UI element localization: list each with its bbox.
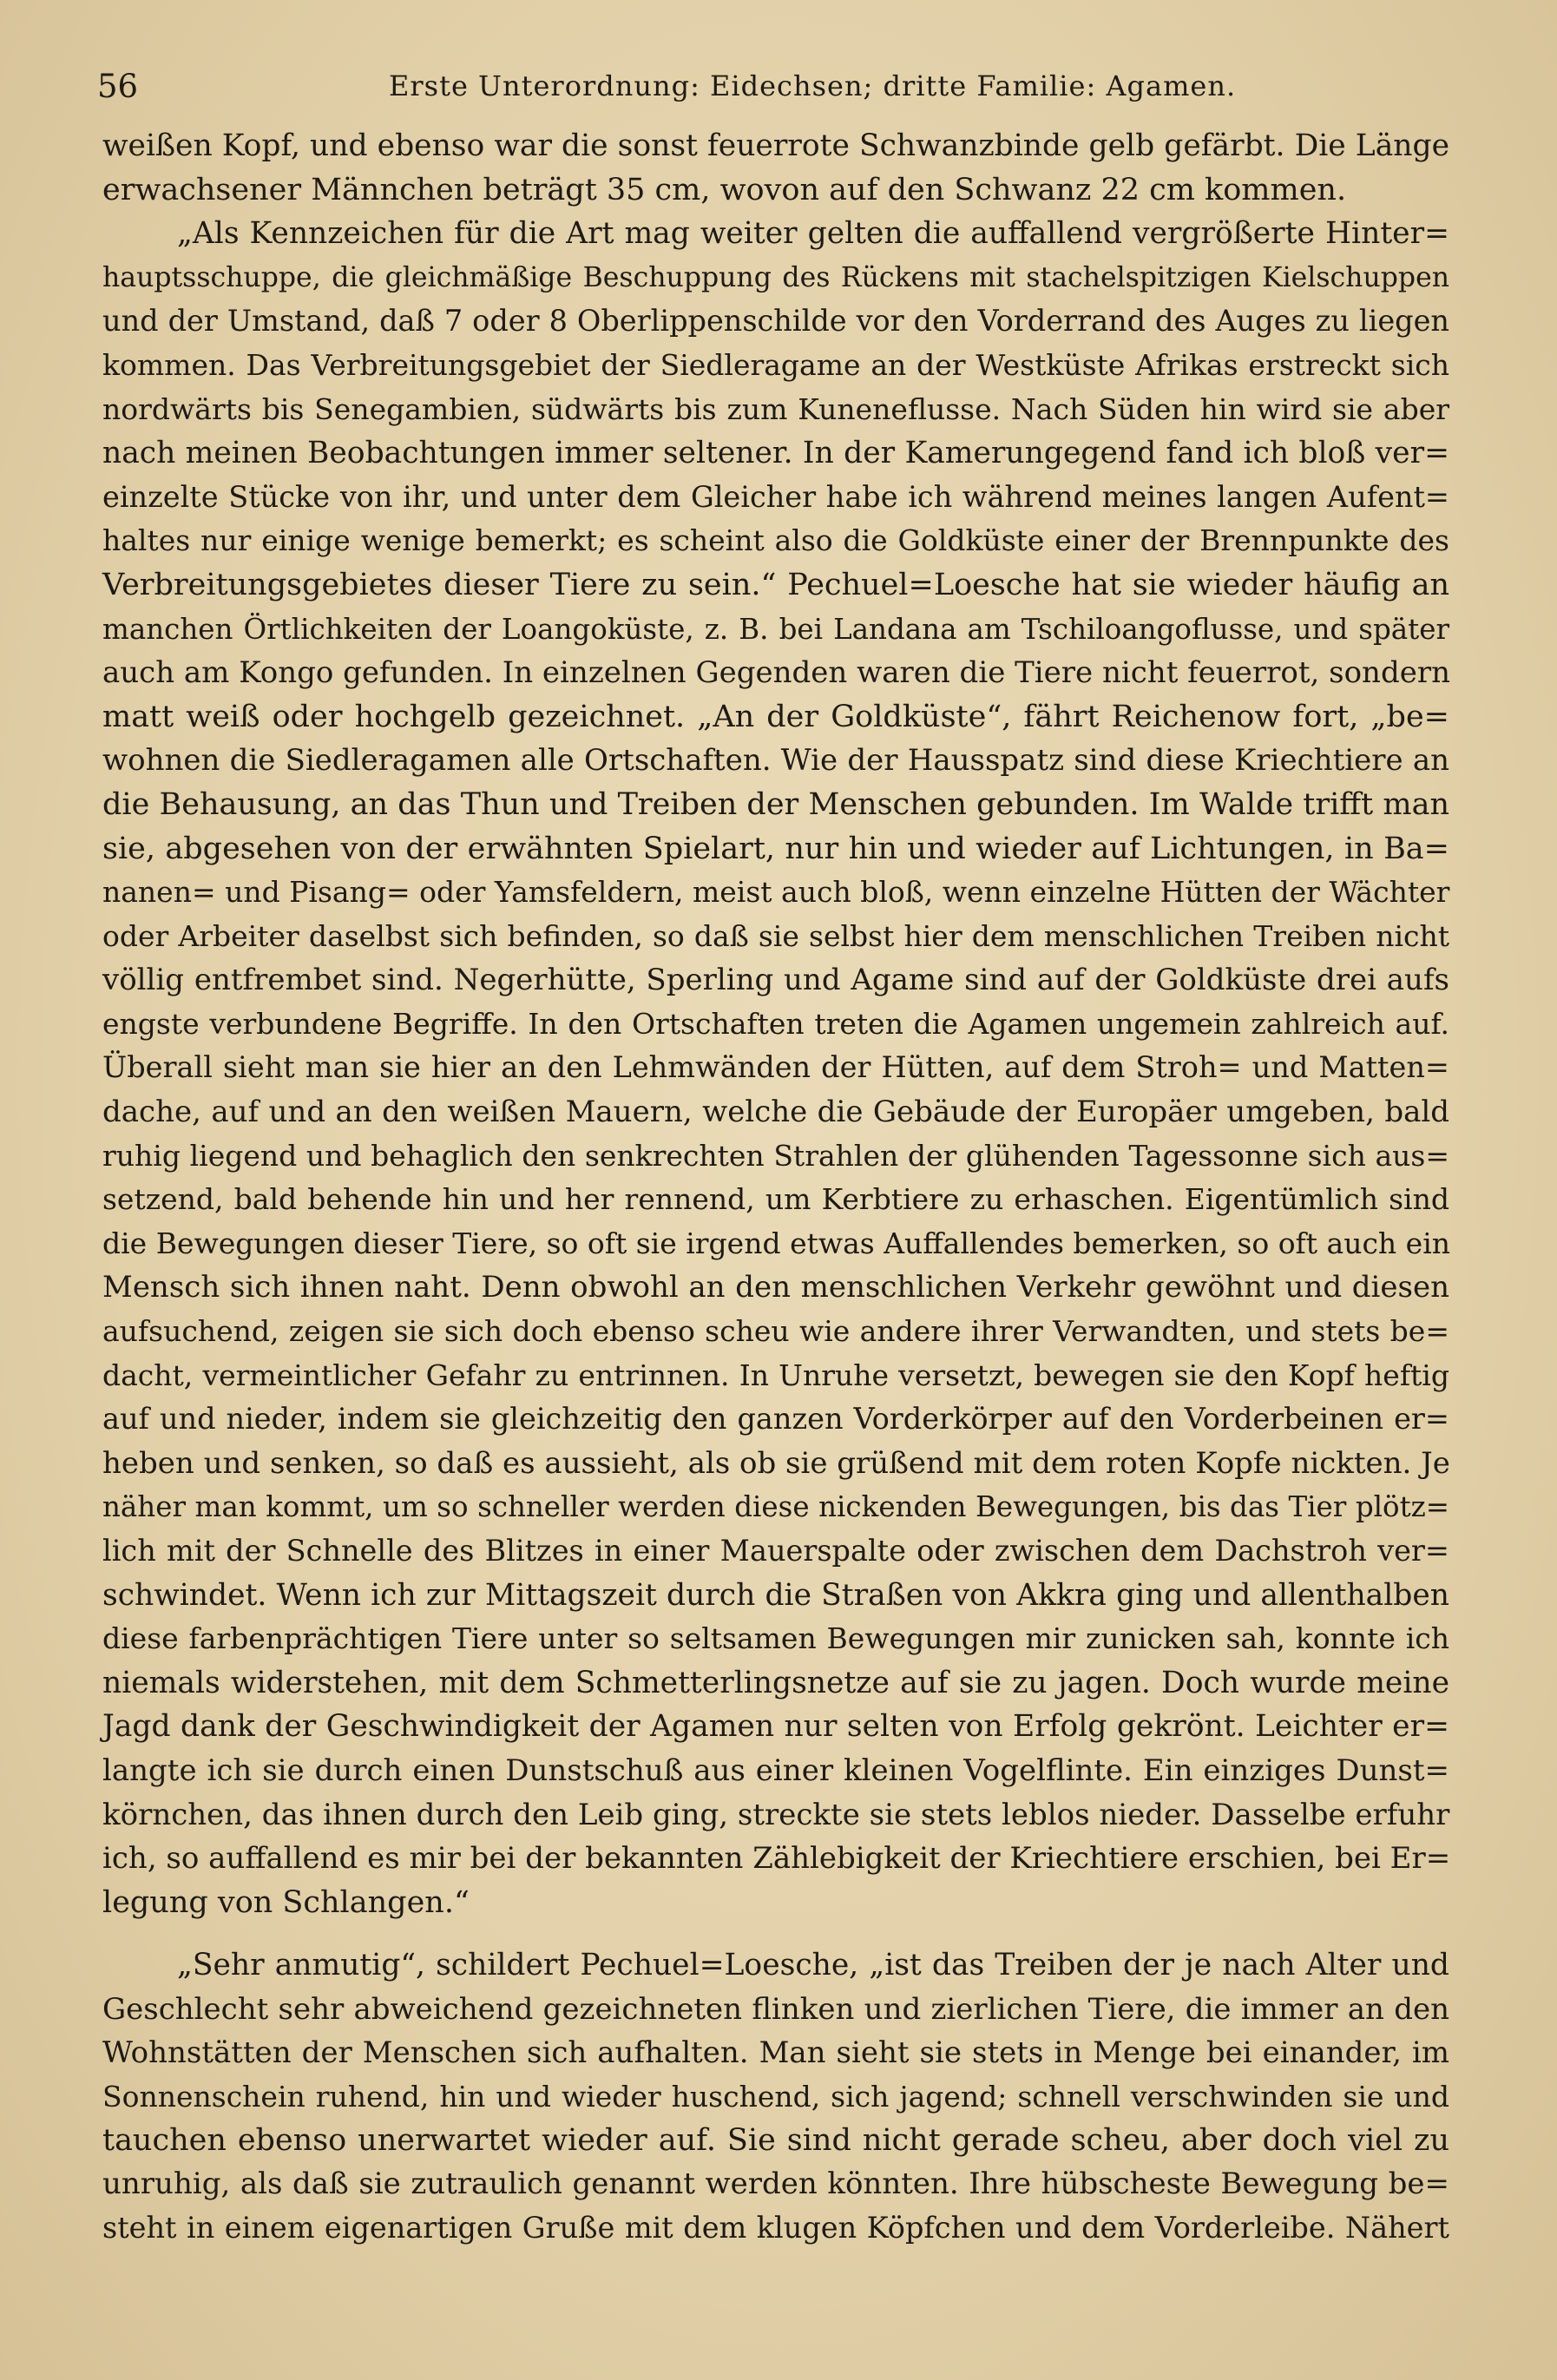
- text-line: heben und senken, so daß es aussieht, als ob sie grüßend mit dem roten Kopfe nickten. Je: [102, 1445, 1450, 1481]
- paragraph-gap: [102, 1924, 1449, 1943]
- text-line: oder Arbeiter daselbst sich befinden, so daß sie selbst hier dem menschlichen Treiben nicht: [102, 918, 1449, 953]
- text-line: kommen. Das Verbreitungsgebiet der Siedleragame an der Westküste Afrikas erstreckt sich: [102, 347, 1449, 382]
- text-line: auch am Kongo gefunden. In einzelnen Gegenden waren die Tiere nicht feuerrot, sondern: [102, 655, 1450, 691]
- text-line: wohnen die Siedleragamen alle Ortschaften. Wie der Hausspatz sind diese Kriechtiere an: [102, 743, 1449, 779]
- text-line: die Behausung, an das Thun und Treiben der Menschen gebunden. Im Walde trifft man: [102, 786, 1449, 822]
- text-line: hauptsschuppe, die gleichmäßige Beschuppung des Rückens mit stachelspitzigen Kielschuppen: [102, 261, 1449, 293]
- text-line: die Bewegungen dieser Tiere, so oft sie irgend etwas Auffallendes bemerken, so oft auch ein: [102, 1226, 1451, 1260]
- text-line: näher man kommt, um so schneller werden diese nickenden Bewegungen, bis das Tier plötz=: [102, 1490, 1449, 1524]
- text-line: weißen Kopf, und ebenso war die sonst feuerrote Schwanzbinde gelb gefärbt. Die Länge: [102, 128, 1449, 163]
- text-line: Überall sieht man sie hier an den Lehmwänden der Hütten, auf dem Stroh= und Matten=: [102, 1050, 1449, 1085]
- text-line: dache, auf und an den weißen Mauern, welche die Gebäude der Europäer umgeben, bald: [102, 1095, 1449, 1130]
- paragraph: [102, 1943, 1449, 2250]
- text-line: haltes nur einige wenige bemerkt; es scheint also die Goldküste einer der Brennpunkte des: [102, 523, 1449, 558]
- text-line: erwachsener Männchen beträgt 35 cm, wovon auf den Schwanz 22 cm kommen.: [102, 172, 1347, 207]
- text-line: aufsuchend, zeigen sie sich doch ebenso scheu wie andere ihrer Verwandten, und stets be=: [102, 1314, 1449, 1349]
- body-text: [102, 124, 1449, 2250]
- text-line: nanen= und Pisang= oder Yamsfeldern, meist auch bloß, wenn einzelne Hütten der Wächter: [102, 875, 1450, 910]
- text-line: legung von Schlangen.“: [102, 1884, 470, 1920]
- text-line: nach meinen Beobachtungen immer seltener. In der Kamerungegend fand ich bloß ver=: [102, 436, 1449, 471]
- text-line: dacht, vermeintlicher Gefahr zu entrinnen. In Unruhe versetzt, bewegen sie den Kopf heftig: [102, 1358, 1449, 1392]
- text-line: manchen Örtlichkeiten der Loangoküste, z. B. bei Landana am Tschiloangoflusse, und später: [102, 612, 1449, 646]
- text-line: langte ich sie durch einen Dunstschuß aus einer kleinen Vogelflinte. Ein einziges Dunst=: [102, 1752, 1449, 1788]
- running-head: Erste Unterordnung: Eidechsen; dritte Familie: Agamen.: [389, 69, 1237, 102]
- text-line: Sonnenschein ruhend, hin und wieder huschend, sich jagend; schnell verschwinden sie und: [102, 2079, 1449, 2114]
- text-line: ich, so auffallend es mir bei der bekannten Zählebigkeit der Kriechtiere erschien, bei Er=: [102, 1841, 1451, 1877]
- text-line: matt weiß oder hochgelb gezeichnet. „An der Goldküste“, fährt Reichenow fort, „be=: [102, 699, 1449, 734]
- text-line: Wohnstätten der Menschen sich aufhalten. Man sieht sie stets in Menge bei einander, im: [102, 2035, 1449, 2071]
- text-line: diese farbenprächtigen Tiere unter so seltsamen Bewegungen mir zunicken sah, konnte ich: [102, 1621, 1449, 1656]
- page-number: 56: [97, 68, 139, 105]
- text-line: ruhig liegend und behaglich den senkrechten Strahlen der glühenden Tagessonne sich aus=: [102, 1138, 1449, 1173]
- page-header: [97, 68, 1451, 111]
- text-line: „Als Kennzeichen für die Art mag weiter gelten die auffallend vergrößerte Hinter=: [177, 216, 1449, 252]
- text-line: steht in einem eigenartigen Gruße mit dem klugen Köpfchen und dem Vorderleibe. Nähert: [102, 2210, 1449, 2245]
- text-line: völlig entfrembet sind. Negerhütte, Sperling und Agame sind auf der Goldküste drei aufs: [102, 963, 1449, 998]
- text-line: Verbreitungsgebietes dieser Tiere zu sein.“ Pechuel=Loesche hat sie wieder häufig an: [102, 567, 1449, 602]
- paragraph: [102, 124, 1449, 1924]
- text-line: niemals widerstehen, mit dem Schmetterlingsnetze auf sie zu jagen. Doch wurde meine: [102, 1665, 1449, 1700]
- text-line: Geschlecht sehr abweichend gezeichneten flinken und zierlichen Tiere, die immer an den: [102, 1991, 1449, 2027]
- text-line: Jagd dank der Geschwindigkeit der Agamen nur selten von Erfolg gekrönt. Leichter er=: [102, 1709, 1449, 1745]
- text-line: „Sehr anmutig“, schildert Pechuel=Loesche, „ist das Treiben der je nach Alter und: [177, 1948, 1449, 1983]
- text-line: Mensch sich ihnen naht. Denn obwohl an den menschlichen Verkehr gewöhnt und diesen: [102, 1270, 1449, 1305]
- text-line: einzelte Stücke von ihr, und unter dem Gleicher habe ich während meines langen Aufent=: [102, 479, 1449, 514]
- text-line: tauchen ebenso unerwartet wieder auf. Sie sind nicht gerade scheu, aber doch viel zu: [102, 2122, 1449, 2158]
- text-line: setzend, bald behende hin und her rennend, um Kerbtiere zu erhaschen. Eigentümlich sind: [102, 1182, 1449, 1217]
- text-line: sie, abgesehen von der erwähnten Spielart, nur hin und wieder auf Lichtungen, in Ba=: [102, 831, 1449, 866]
- text-line: schwindet. Wenn ich zur Mittagszeit durch die Straßen von Akkra ging und allenthalben: [102, 1577, 1449, 1613]
- text-line: engste verbundene Begriffe. In den Ortschaften treten die Agamen ungemein zahlreich auf.: [102, 1006, 1449, 1041]
- text-line: lich mit der Schnelle des Blitzes in einer Mauerspalte oder zwischen dem Dachstroh ver=: [102, 1534, 1449, 1568]
- text-line: auf und nieder, indem sie gleichzeitig den ganzen Vorderkörper auf den Vorderbeinen er=: [102, 1402, 1449, 1437]
- text-line: unruhig, als daß sie zutraulich genannt werden könnten. Ihre hübscheste Bewegung be=: [102, 2166, 1449, 2202]
- text-line: körnchen, das ihnen durch den Leib ging, streckte sie stets leblos nieder. Dasselbe erfuhr: [102, 1797, 1450, 1832]
- text-line: und der Umstand, daß 7 oder 8 Oberlippenschilde vor den Vorderrand des Auges zu liegen: [102, 304, 1449, 339]
- text-line: nordwärts bis Senegambien, südwärts bis zum Kuneneflusse. Nach Süden hin wird sie aber: [102, 391, 1449, 426]
